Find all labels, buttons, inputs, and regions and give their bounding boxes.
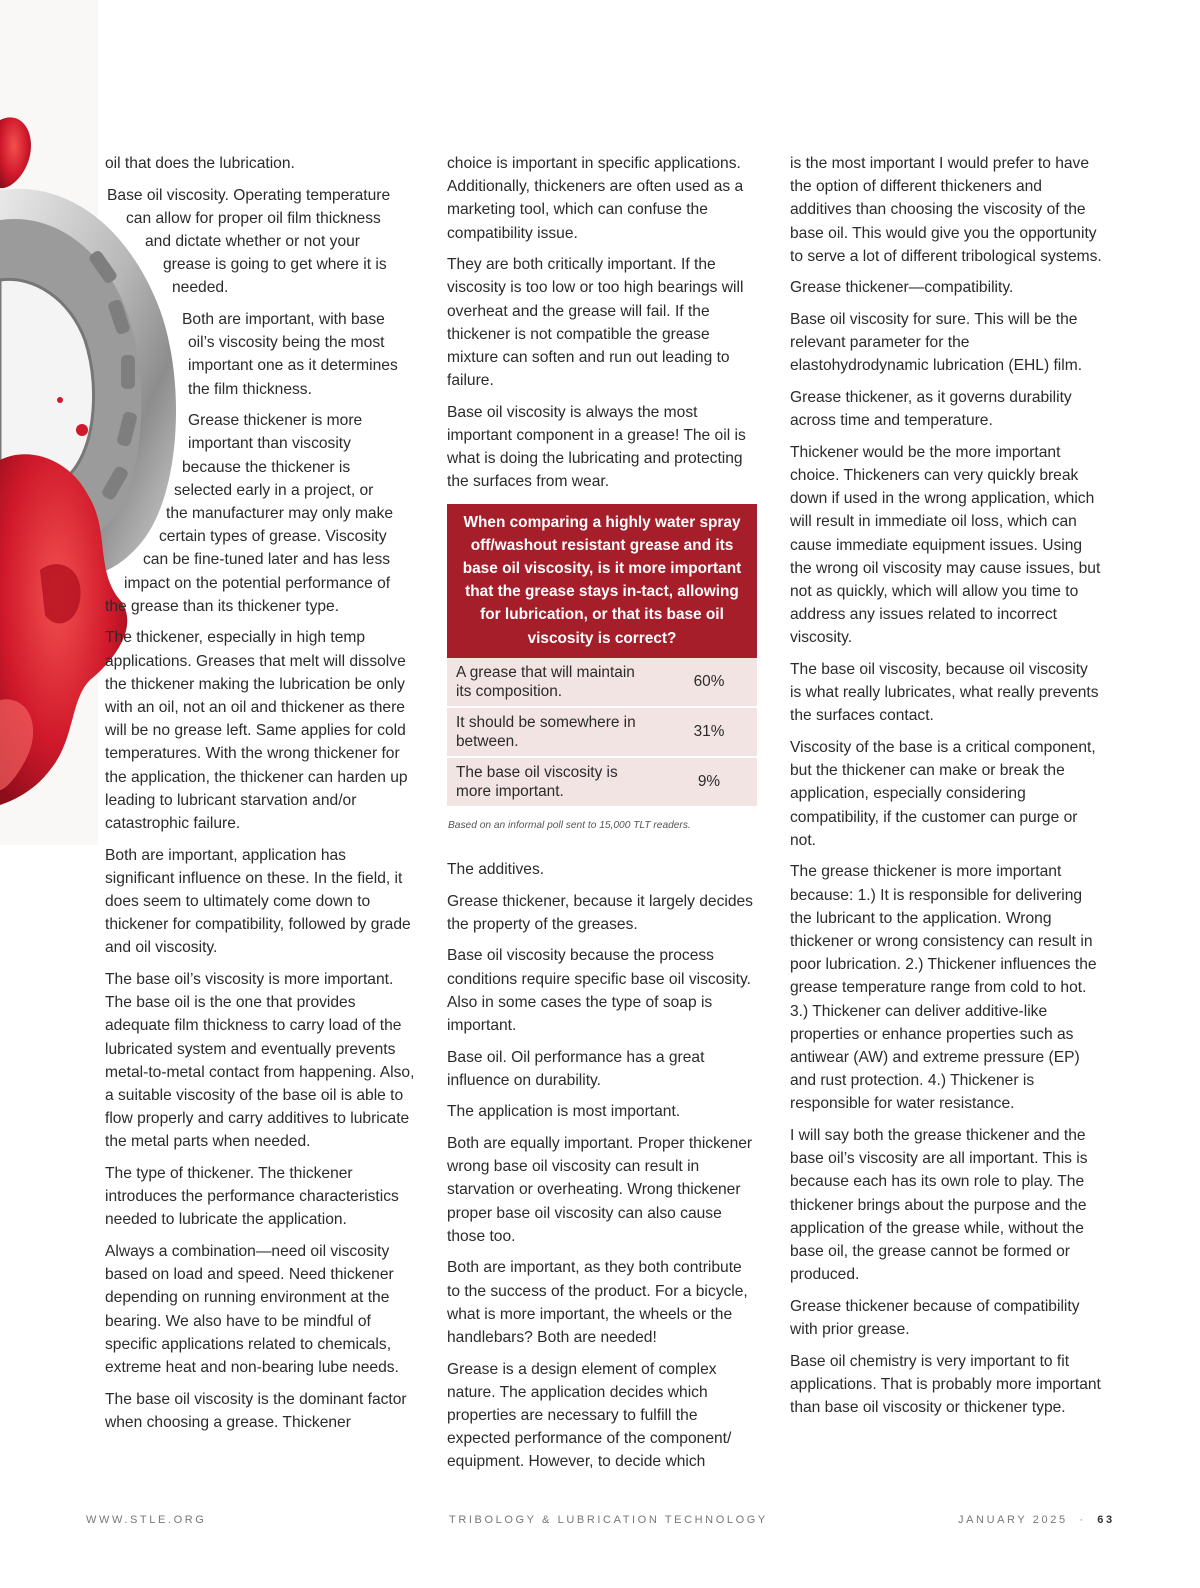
text-line: the manufacturer may only make	[166, 505, 394, 523]
paragraph: Base oil chemistry is very important to fit applications. That is probably more important than base oil viscosity or thickener type.	[790, 1352, 1101, 1417]
page-number: 63	[1097, 1514, 1115, 1526]
poll-row	[447, 708, 757, 758]
text-line: the grease than its thickener type.	[105, 597, 340, 615]
poll-answer: It should be somewhere in between.	[456, 713, 636, 750]
text-line: the film thickness.	[188, 380, 312, 398]
paragraph: The base oil’s viscosity is more important. The base oil is the one that provides adequate film thickness to carry load of the lubricated system and eventually prevents metal-to-metal contact from happening. Also, a suitable viscosity of the base oil is able to flow properly and carry additives to lubricate the metal parts when needed.	[105, 971, 415, 1151]
text-column-3	[790, 152, 1102, 1428]
poll-percentage: 60%	[693, 673, 725, 691]
paragraph: Grease is a design element of complex nature. The application decides which properties are necessary to fulfill the expected performance of the component/ equipment. However, to decide which	[447, 1360, 732, 1471]
poll-percentage: 9%	[697, 773, 721, 791]
text-line: selected early in a project, or	[174, 481, 374, 499]
paragraph: The thickener, especially in high temp applications. Greases that melt will dissolve the thickener making the lubrication be only with an oil, not an oil and thickener as there will be no grease left. Same applies for cold temperatures. With the wrong thickener for the application, the thickener can harden up leading to lubricant starvation and/or catastrophic failure.	[105, 629, 408, 833]
text-line: because the thickener is	[182, 458, 351, 476]
paragraph: Thickener would be the more important choice. Thickeners can very quickly break down if used in the wrong application, which will result in immediate oil loss, which can cause immediate equipment issues. Using the wrong oil viscosity may cause issues, but not as quickly, which will allow you time to address any issues related to incorrect viscosity.	[790, 443, 1101, 647]
text-line: Both are important, with base	[182, 311, 385, 328]
text-line: oil’s viscosity being the most	[188, 334, 385, 352]
footer-issue	[958, 1514, 1115, 1526]
paragraph: is the most important I would prefer to have the option of different thickeners and additives than choosing the viscosity of the base oil. This would give you the opportunity to serve a lot of different tribological systems.	[790, 155, 1102, 265]
text-line: grease is going to get where it is	[163, 256, 387, 274]
paragraph: choice is important in specific applications. Additionally, thickeners are often used as a marketing tool, which can confuse the compatibility issue.	[447, 155, 744, 242]
poll-row	[447, 658, 757, 708]
poll-percentage: 31%	[693, 723, 725, 741]
poll-footnote: Based on an informal poll sent to 15,000 TLT readers.	[448, 819, 691, 831]
paragraph	[105, 409, 415, 618]
paragraph	[105, 184, 415, 300]
paragraph: Always a combination—need oil viscosity based on load and speed. Need thickener depending on running environment at the bearing. We also have to be mindful of specific applications related to chemicals, extreme heat and non-bearing lube needs.	[105, 1243, 399, 1377]
paragraph: Both are important, application has significant influence on these. In the field, it does seem to ultimately come down to thickener for compatibility, followed by grade and oil viscosity.	[105, 846, 411, 957]
text-line: important than viscosity	[188, 435, 351, 453]
footer-date: JANUARY 2025	[958, 1514, 1068, 1526]
footer-separator: ·	[1079, 1514, 1086, 1526]
text-line: needed.	[172, 279, 229, 297]
text-line: Base oil viscosity. Operating temperature	[107, 186, 391, 204]
text-line: and dictate whether or not your	[145, 233, 360, 250]
text-line: important one as it determines	[188, 357, 398, 375]
paragraph: The base oil viscosity is the dominant factor when choosing a grease. Thickener	[105, 1390, 407, 1431]
text-line: impact on the potential performance of	[124, 574, 391, 592]
paragraph: Grease thickener, as it governs durability across time and temperature.	[790, 389, 1072, 430]
poll-answer: A grease that will maintain its composition.	[456, 663, 635, 700]
text-line: certain types of grease. Viscosity	[159, 528, 387, 546]
paragraph: Base oil. Oil performance has a great influence on durability.	[447, 1048, 705, 1089]
paragraph: Base oil viscosity for sure. This will be the relevant parameter for the elastohydrodynamic lubrication (EHL) film.	[790, 311, 1083, 375]
paragraph: The additives.	[447, 861, 545, 879]
paragraph: The type of thickener. The thickener introduces the performance characteristics needed to lubricate the application.	[105, 1165, 399, 1229]
paragraph	[105, 308, 415, 401]
poll-answer: The base oil viscosity is more important.	[456, 763, 618, 800]
paragraph: Grease thickener, because it largely decides the property of the greases.	[447, 892, 753, 933]
text-line: can be fine-tuned later and has less	[143, 551, 391, 569]
paragraph: I will say both the grease thickener and the base oil’s viscosity are all important. This is because each has its own role to play. The thickener brings about the purpose and the application of the grease while, without the base oil, the grease cannot be formed or produced.	[790, 1127, 1088, 1284]
poll-row	[447, 758, 757, 806]
text-line: Grease thickener is more	[188, 412, 363, 430]
paragraph: Viscosity of the base is a critical component, but the thickener can make or break the application, especially considering compatibility, if the customer can purge or not.	[790, 739, 1096, 849]
paragraph: Grease thickener—compatibility.	[790, 279, 1014, 297]
paragraph: Base oil viscosity is always the most important component in a grease! The oil is what is doing the lubricating and protecting the surfaces from wear.	[447, 403, 746, 491]
poll-box	[447, 504, 757, 806]
text-line: can allow for proper oil film thickness	[126, 209, 381, 227]
paragraph: oil that does the lubrication.	[105, 155, 295, 172]
paragraph: The grease thickener is more important because: 1.) It is responsible for delivering the lubricant to the application. Wrong thickener or wrong consistency can result in poor lubrication. 2.) Thickener influences the grease temperature range from cold to hot. 3.) Thickener can deliver additive-like properties or enhance properties such as antiwear (AW) and extreme pressure (EP) and rust protection. 4.) Thickener is responsible for water resistance.	[790, 863, 1097, 1113]
text-column-1	[105, 152, 415, 1442]
paragraph: Both are equally important. Proper thickener wrong base oil viscosity can result in starvation or overheating. Wrong thickener proper base oil viscosity can also cause those too.	[447, 1135, 753, 1245]
poll-question: When comparing a highly water spray off/washout resistant grease and its base oil viscosity, is it more important that the grease stays in-tact, allowing for lubrication, or that its base oil viscosity is correct?	[447, 504, 757, 658]
footer-website: WWW.STLE.ORG	[86, 1514, 207, 1526]
paragraph: Both are important, as they both contribute to the success of the product. For a bicycle, what is more important, the wheels or the handlebars? Both are needed!	[447, 1259, 748, 1347]
paragraph: The base oil viscosity, because oil viscosity is what really lubricates, what really prevents the surfaces contact.	[790, 661, 1099, 725]
paragraph: Base oil viscosity because the process conditions require specific base oil viscosity. Also in some cases the type of soap is important.	[447, 947, 751, 1035]
paragraph: Grease thickener because of compatibility with prior grease.	[790, 1297, 1080, 1339]
text-column-2	[447, 152, 757, 1482]
footer-publication: TRIBOLOGY & LUBRICATION TECHNOLOGY	[449, 1514, 768, 1526]
paragraph: They are both critically important. If the viscosity is too low or too high bearings will overheat and the grease will fail. If the thickener is not compatible the grease mixture can soften and run out leading to failure.	[447, 256, 744, 390]
paragraph: The application is most important.	[447, 1103, 681, 1121]
